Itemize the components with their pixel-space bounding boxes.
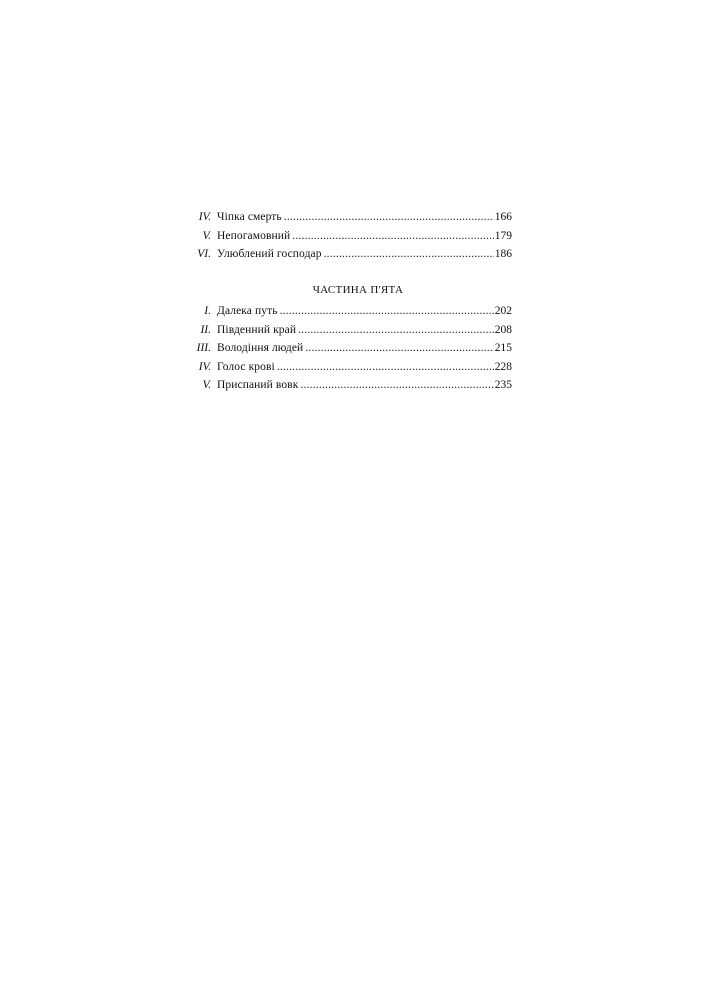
chapter-number: II. bbox=[200, 323, 211, 336]
dot-leader bbox=[284, 208, 494, 227]
chapter-number: V. bbox=[202, 229, 211, 242]
toc-entry[interactable] bbox=[188, 208, 512, 227]
toc-entry[interactable] bbox=[188, 227, 512, 246]
dot-leader bbox=[277, 358, 494, 377]
dot-leader bbox=[292, 227, 493, 246]
dot-leader bbox=[324, 245, 494, 264]
chapter-number: IV. bbox=[198, 360, 211, 373]
toc-entry[interactable] bbox=[188, 339, 512, 358]
chapter-title: Улюблений господар bbox=[217, 248, 322, 260]
chapter-title: Чіпка смерть bbox=[217, 211, 282, 223]
toc-entry[interactable] bbox=[188, 358, 512, 377]
page-number: 166 bbox=[494, 211, 512, 223]
chapter-title: Далека путь bbox=[217, 305, 278, 317]
part-heading: ЧАСТИНА П'ЯТА bbox=[312, 283, 404, 296]
chapter-number: III. bbox=[196, 342, 211, 354]
chapter-title: Південний край bbox=[217, 323, 297, 336]
chapter-title: Непогамовний bbox=[217, 229, 291, 242]
dot-leader bbox=[300, 376, 493, 395]
chapter-title: Голос крові bbox=[217, 360, 275, 373]
page-number: 179 bbox=[494, 229, 512, 242]
table-of-contents bbox=[188, 208, 512, 395]
page-number: 186 bbox=[494, 248, 512, 260]
toc-entry[interactable] bbox=[188, 376, 512, 395]
page-number: 228 bbox=[494, 360, 512, 373]
chapter-number: V. bbox=[202, 379, 211, 391]
chapter-number: VI. bbox=[197, 248, 211, 260]
page-number: 215 bbox=[494, 342, 512, 354]
toc-entry[interactable] bbox=[188, 302, 512, 321]
dot-leader bbox=[305, 339, 493, 358]
toc-entry[interactable] bbox=[188, 321, 512, 340]
chapter-title: Володіння людей bbox=[217, 342, 304, 354]
chapter-number: IV. bbox=[198, 211, 211, 223]
page-number: 202 bbox=[494, 305, 512, 317]
chapter-title: Приспаний вовк bbox=[217, 379, 299, 391]
page-number: 235 bbox=[494, 379, 512, 391]
dot-leader bbox=[280, 302, 494, 321]
page-number: 208 bbox=[494, 323, 512, 336]
dot-leader bbox=[298, 321, 494, 340]
chapter-number: I. bbox=[204, 305, 211, 317]
toc-entry[interactable] bbox=[188, 245, 512, 264]
